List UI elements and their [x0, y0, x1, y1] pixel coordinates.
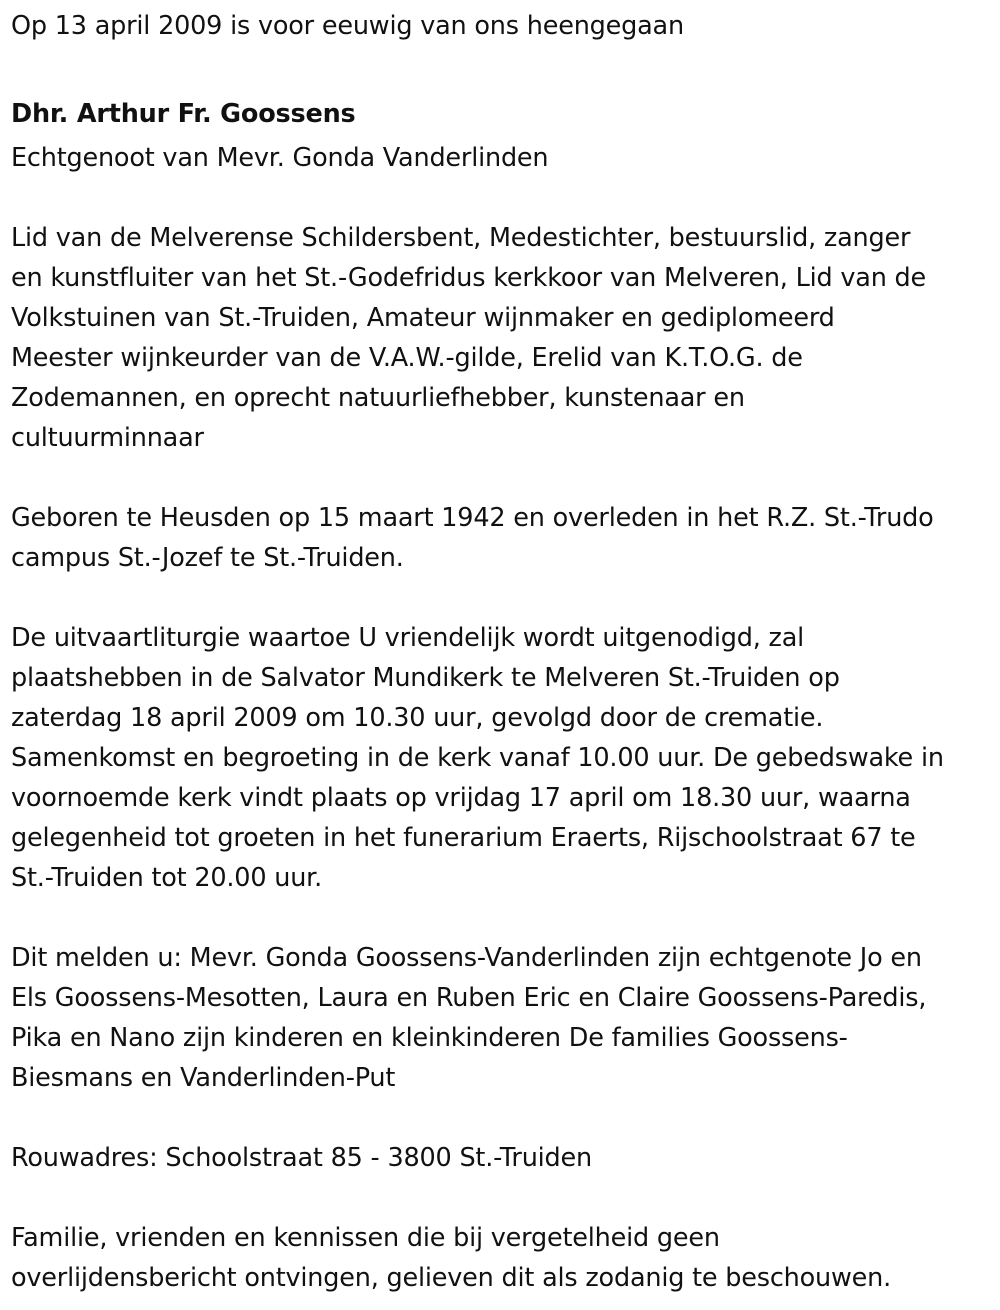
spacer — [11, 458, 996, 498]
spacer — [11, 46, 996, 86]
text-line: Biesmans en Vanderlinden-Put — [11, 1063, 396, 1093]
text-line: Lid van de Melverense Schildersbent, Medestichter, bestuurslid, zanger — [11, 223, 911, 253]
text-line: zaterdag 18 april 2009 om 10.30 uur, gevolgd door de crematie. — [11, 703, 824, 733]
text-line: Pika en Nano zijn kinderen en kleinkinderen De families Goossens- — [11, 1023, 848, 1053]
text-line: Els Goossens-Mesotten, Laura en Ruben Eric en Claire Goossens-Paredis, — [11, 983, 927, 1013]
text-line: Geboren te Heusden op 15 maart 1942 en overleden in het R.Z. St.-Trudo — [11, 503, 934, 533]
text-line: De uitvaartliturgie waartoe U vriendelijk wordt uitgenodigd, zal — [11, 623, 805, 653]
text-line: cultuurminnaar — [11, 423, 204, 453]
text-line: campus St.-Jozef te St.-Truiden. — [11, 543, 404, 573]
text-line: Samenkomst en begroeting in de kerk vanaf 10.00 uur. De gebedswake in — [11, 743, 944, 773]
spouse-text: Echtgenoot van Mevr. Gonda Vanderlinden — [11, 143, 549, 173]
mourning-address: Rouwadres: Schoolstraat 85 - 3800 St.-Truiden — [11, 1143, 592, 1173]
text-line: gelegenheid tot groeten in het funerarium Eraerts, Rijschoolstraat 67 te — [11, 823, 916, 853]
intro-text: Op 13 april 2009 is voor eeuwig van ons heengegaan — [11, 11, 684, 41]
text-line: en kunstfluiter van het St.-Godefridus kerkkoor van Melveren, Lid van de — [11, 263, 927, 293]
memberships-paragraph — [11, 218, 996, 458]
text-line: Zodemannen, en oprecht natuurliefhebber, kunstenaar en — [11, 383, 745, 413]
birth-death-paragraph — [11, 498, 996, 578]
funeral-paragraph — [11, 618, 996, 898]
text-line: Meester wijnkeurder van de V.A.W.-gilde, Erelid van K.T.O.G. de — [11, 343, 803, 373]
spacer — [11, 1098, 996, 1138]
text-line: Volkstuinen van St.-Truiden, Amateur wijnmaker en gediplomeerd — [11, 303, 835, 333]
deceased-name: Dhr. Arthur Fr. Goossens — [11, 99, 356, 129]
text-line: St.-Truiden tot 20.00 uur. — [11, 863, 323, 893]
text-line: voornoemde kerk vindt plaats op vrijdag 17 april om 18.30 uur, waarna — [11, 783, 911, 813]
spacer — [11, 1178, 996, 1218]
text-line: Dit melden u: Mevr. Gonda Goossens-Vanderlinden zijn echtgenote Jo en — [11, 943, 922, 973]
spacer — [11, 898, 996, 938]
closing-paragraph — [11, 1218, 996, 1298]
spacer — [11, 578, 996, 618]
text-line: Familie, vrienden en kennissen die bij vergetelheid geen — [11, 1223, 720, 1253]
text-line: plaatshebben in de Salvator Mundikerk te Melveren St.-Truiden op — [11, 663, 840, 693]
spacer — [11, 178, 996, 218]
text-line: overlijdensbericht ontvingen, gelieven dit als zodanig te beschouwen. — [11, 1263, 892, 1293]
family-paragraph — [11, 938, 996, 1098]
